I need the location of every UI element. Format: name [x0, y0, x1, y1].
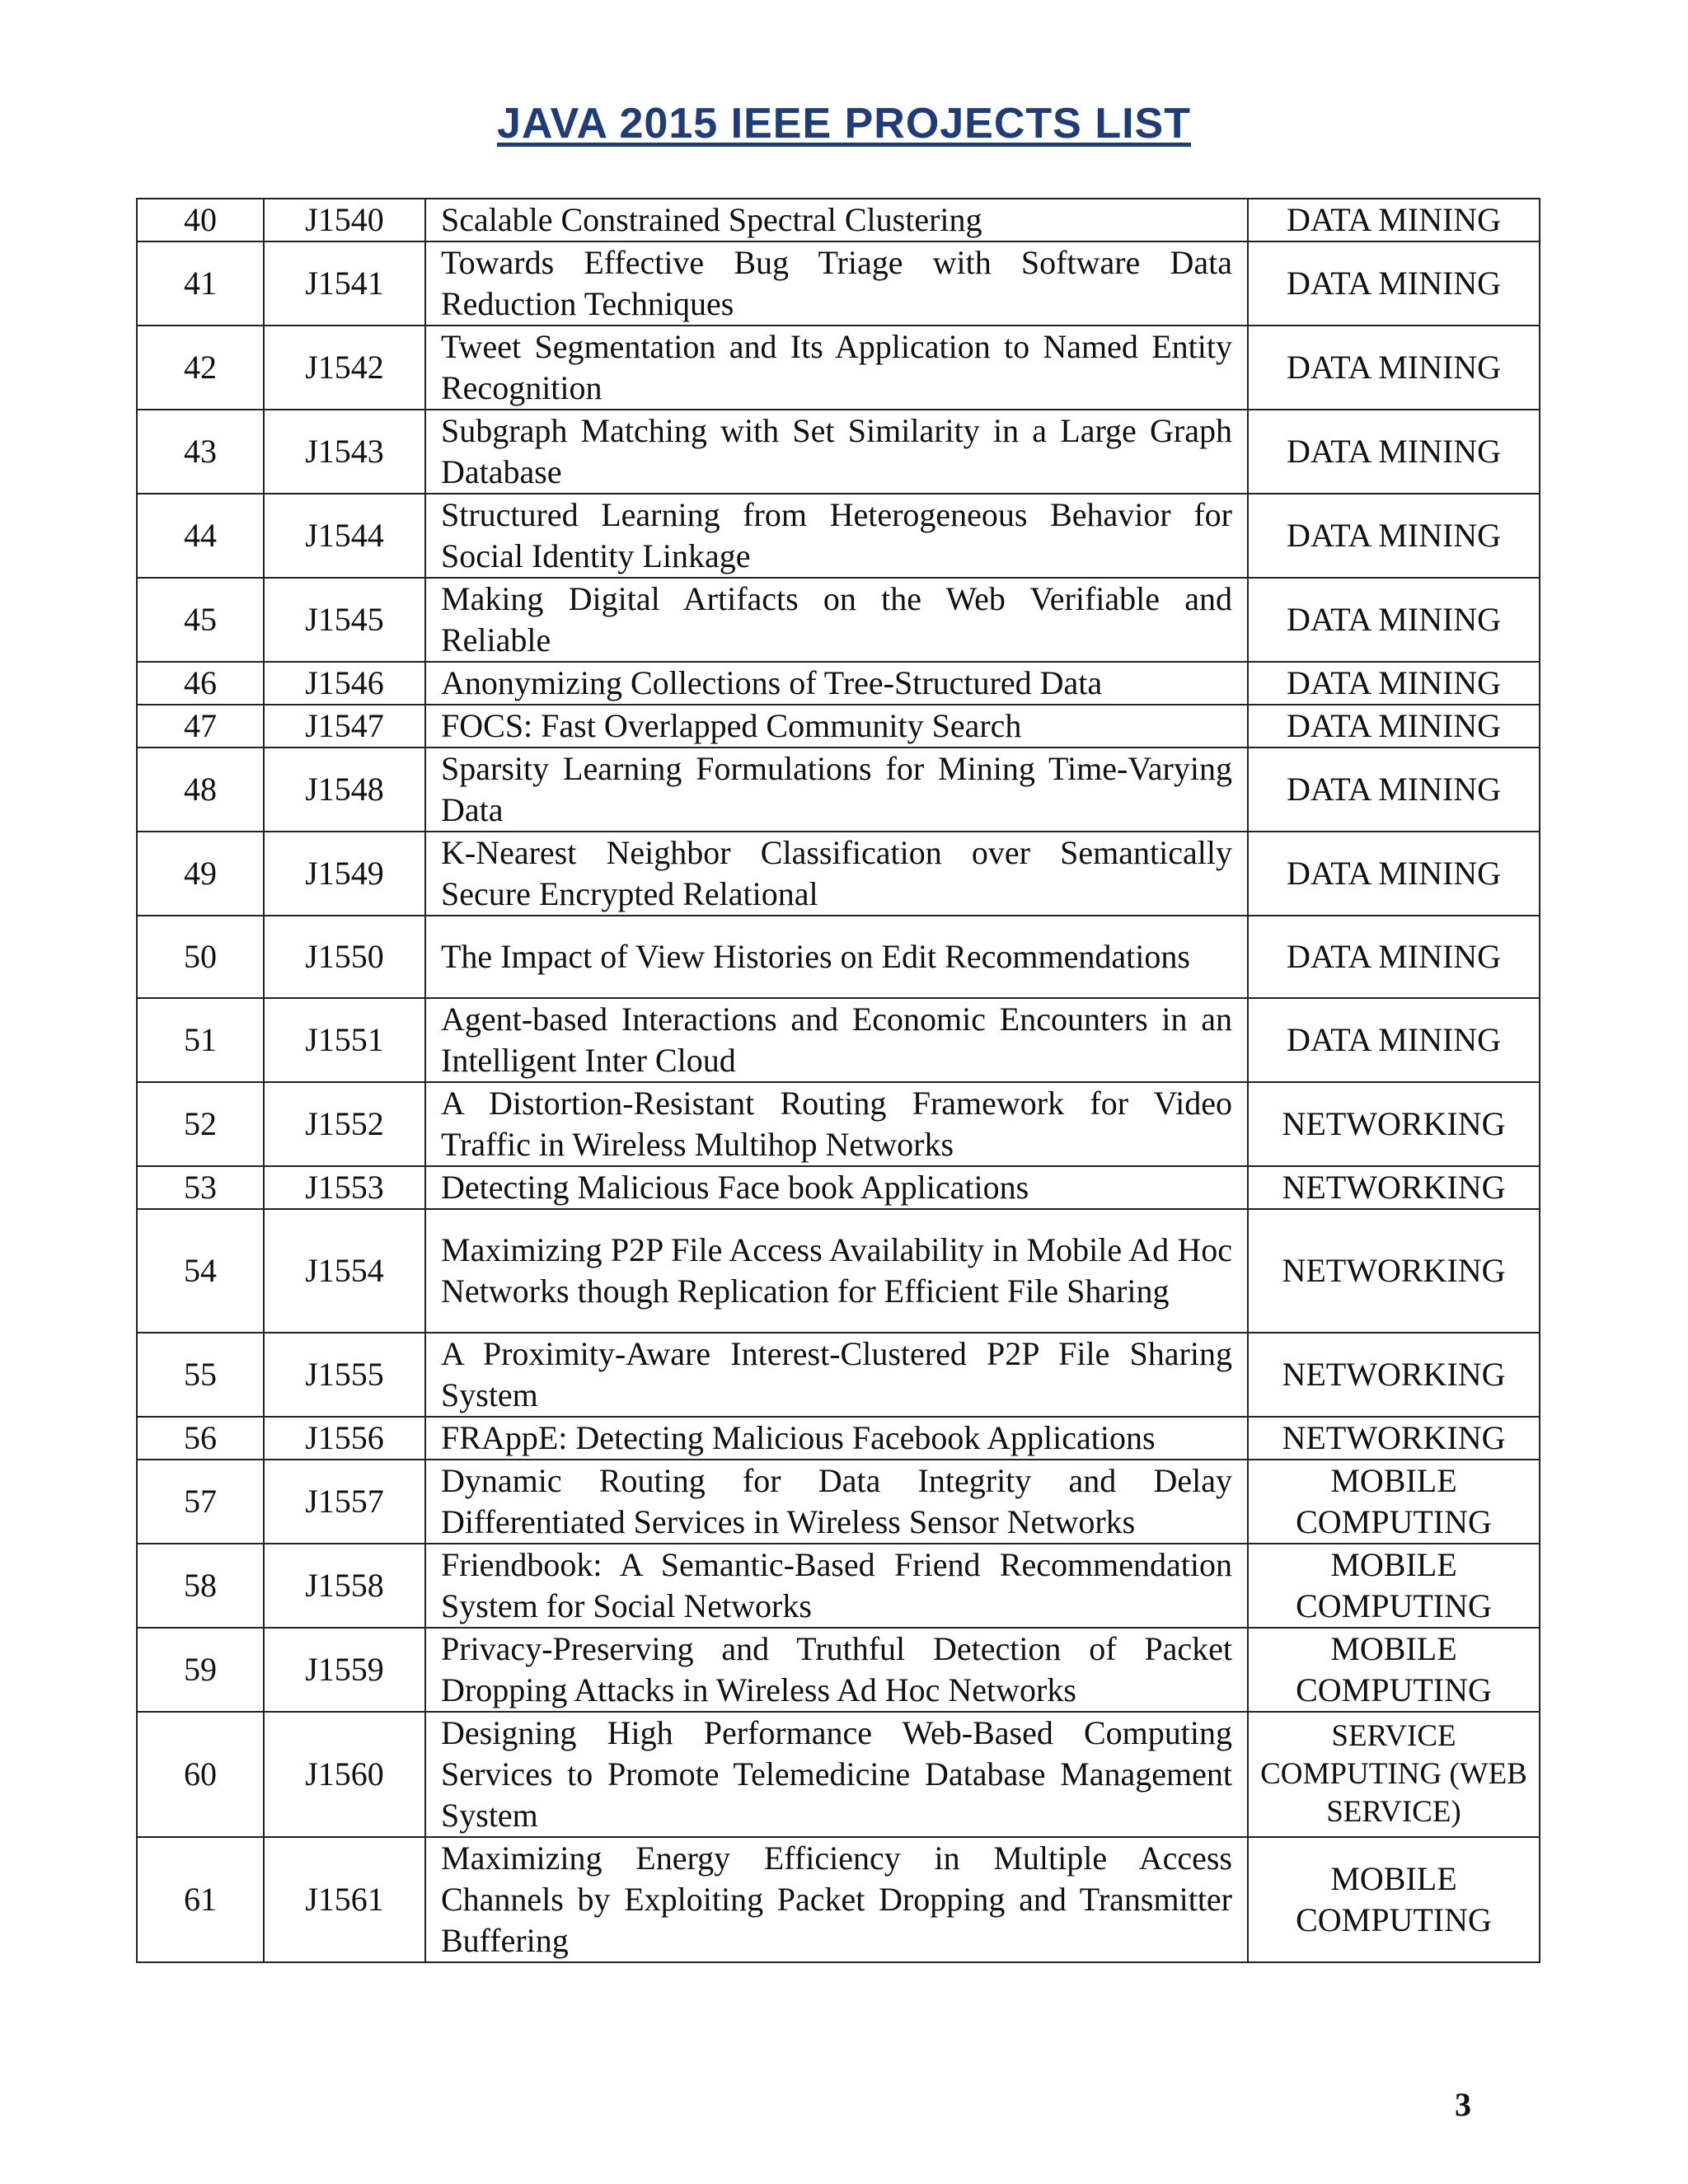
project-code: J1549	[264, 832, 425, 916]
project-code: J1556	[264, 1417, 425, 1460]
table-row	[137, 1544, 1540, 1628]
table-row	[137, 410, 1540, 494]
project-number: 55	[137, 1333, 264, 1417]
project-domain: MOBILE COMPUTING	[1248, 1544, 1540, 1628]
project-number: 50	[137, 916, 264, 998]
project-domain: MOBILE COMPUTING	[1248, 1460, 1540, 1544]
project-title-cell	[425, 705, 1248, 748]
project-title-cell	[425, 1166, 1248, 1209]
project-title: Subgraph Matching with Set Similarity in a Large Graph Database	[441, 412, 1232, 490]
project-domain: DATA MINING	[1248, 410, 1540, 494]
table-row	[137, 494, 1540, 578]
project-title: K-Nearest Neighbor Classification over Semantically Secure Encrypted Relational	[441, 834, 1232, 912]
project-title: Friendbook: A Semantic-Based Friend Recommendation System for Social Networks	[441, 1546, 1232, 1624]
table-row	[137, 1628, 1540, 1712]
project-title-cell	[425, 1082, 1248, 1166]
project-title-cell	[425, 1628, 1248, 1712]
project-code: J1554	[264, 1209, 425, 1333]
project-title-cell	[425, 662, 1248, 705]
project-number: 49	[137, 832, 264, 916]
project-title: Anonymizing Collections of Tree-Structured Data	[441, 664, 1103, 701]
project-title: Privacy-Preserving and Truthful Detection of Packet Dropping Attacks in Wireless Ad Hoc Networks	[441, 1630, 1232, 1708]
table-row	[137, 1712, 1540, 1837]
table-row	[137, 1333, 1540, 1417]
project-domain: DATA MINING	[1248, 705, 1540, 748]
project-code: J1553	[264, 1166, 425, 1209]
project-title: Towards Effective Bug Triage with Software Data Reduction Techniques	[441, 244, 1232, 322]
project-title-cell	[425, 494, 1248, 578]
project-domain: MOBILE COMPUTING	[1248, 1628, 1540, 1712]
table-row	[137, 1837, 1540, 1962]
project-title: Agent-based Interactions and Economic Encounters in an Intelligent Inter Cloud	[441, 1001, 1232, 1079]
project-title: Dynamic Routing for Data Integrity and Delay Differentiated Services in Wireless Sensor Networks	[441, 1462, 1232, 1540]
project-code: J1550	[264, 916, 425, 998]
table-row	[137, 1417, 1540, 1460]
project-code: J1558	[264, 1544, 425, 1628]
project-title: Sparsity Learning Formulations for Mining Time-Varying Data	[441, 750, 1232, 828]
project-title: Structured Learning from Heterogeneous Behavior for Social Identity Linkage	[441, 496, 1232, 574]
project-number: 47	[137, 705, 264, 748]
table-row	[137, 241, 1540, 326]
project-title-cell	[425, 199, 1248, 241]
table-row	[137, 998, 1540, 1082]
project-domain: DATA MINING	[1248, 494, 1540, 578]
project-domain: DATA MINING	[1248, 578, 1540, 662]
project-title-cell	[425, 1837, 1248, 1962]
project-title-cell	[425, 1333, 1248, 1417]
project-number: 42	[137, 326, 264, 410]
project-title: FOCS: Fast Overlapped Community Search	[441, 707, 1022, 744]
project-domain: DATA MINING	[1248, 748, 1540, 832]
table-row	[137, 748, 1540, 832]
project-title-cell	[425, 1417, 1248, 1460]
project-number: 43	[137, 410, 264, 494]
table-row	[137, 916, 1540, 998]
project-domain: SERVICE COMPUTING (WEB SERVICE)	[1248, 1712, 1540, 1837]
project-number: 53	[137, 1166, 264, 1209]
project-domain: DATA MINING	[1248, 326, 1540, 410]
project-domain: DATA MINING	[1248, 916, 1540, 998]
project-code: J1543	[264, 410, 425, 494]
project-title: A Distortion-Resistant Routing Framework for Video Traffic in Wireless Multihop Networks	[441, 1085, 1232, 1163]
project-number: 41	[137, 241, 264, 326]
project-domain: DATA MINING	[1248, 832, 1540, 916]
project-number: 54	[137, 1209, 264, 1333]
project-code: J1557	[264, 1460, 425, 1544]
project-title-cell	[425, 326, 1248, 410]
project-title-cell	[425, 998, 1248, 1082]
project-domain: DATA MINING	[1248, 998, 1540, 1082]
table-row	[137, 1082, 1540, 1166]
project-code: J1546	[264, 662, 425, 705]
project-code: J1547	[264, 705, 425, 748]
project-number: 51	[137, 998, 264, 1082]
project-title-cell	[425, 1544, 1248, 1628]
project-domain: NETWORKING	[1248, 1166, 1540, 1209]
project-code: J1544	[264, 494, 425, 578]
page-title: JAVA 2015 IEEE PROJECTS LIST	[497, 100, 1191, 148]
project-number: 59	[137, 1628, 264, 1712]
table-row	[137, 199, 1540, 241]
project-domain: NETWORKING	[1248, 1209, 1540, 1333]
project-title: Tweet Segmentation and Its Application to Named Entity Recognition	[441, 328, 1232, 406]
project-title: The Impact of View Histories on Edit Recommendations	[441, 938, 1190, 975]
projects-table	[136, 198, 1540, 1963]
project-code: J1559	[264, 1628, 425, 1712]
project-code: J1560	[264, 1712, 425, 1837]
project-code: J1548	[264, 748, 425, 832]
table-row	[137, 578, 1540, 662]
project-domain: MOBILE COMPUTING	[1248, 1837, 1540, 1962]
project-code: J1552	[264, 1082, 425, 1166]
table-row	[137, 326, 1540, 410]
project-title: Maximizing Energy Efficiency in Multiple Access Channels by Exploiting Packet Dropping and Transmitter Buffering	[441, 1840, 1232, 1959]
project-code: J1541	[264, 241, 425, 326]
project-number: 61	[137, 1837, 264, 1962]
table-row	[137, 1166, 1540, 1209]
table-row	[137, 662, 1540, 705]
project-code: J1555	[264, 1333, 425, 1417]
project-code: J1542	[264, 326, 425, 410]
project-code: J1551	[264, 998, 425, 1082]
project-title-cell	[425, 410, 1248, 494]
project-title: A Proximity-Aware Interest-Clustered P2P File Sharing System	[441, 1335, 1232, 1413]
project-number: 60	[137, 1712, 264, 1837]
project-number: 46	[137, 662, 264, 705]
project-title-cell	[425, 578, 1248, 662]
project-number: 56	[137, 1417, 264, 1460]
table-row	[137, 1209, 1540, 1333]
table-row	[137, 832, 1540, 916]
page-number: 3	[1455, 2086, 1471, 2123]
project-domain: NETWORKING	[1248, 1417, 1540, 1460]
project-number: 45	[137, 578, 264, 662]
project-code: J1545	[264, 578, 425, 662]
project-code: J1561	[264, 1837, 425, 1962]
project-title: Maximizing P2P File Access Availability in Mobile Ad Hoc Networks though Replication for Efficient File Sharing	[441, 1231, 1232, 1310]
project-title: Making Digital Artifacts on the Web Verifiable and Reliable	[441, 580, 1232, 658]
project-number: 48	[137, 748, 264, 832]
project-title-cell	[425, 832, 1248, 916]
project-domain: NETWORKING	[1248, 1082, 1540, 1166]
project-domain: DATA MINING	[1248, 241, 1540, 326]
project-number: 52	[137, 1082, 264, 1166]
table-row	[137, 705, 1540, 748]
project-domain: DATA MINING	[1248, 199, 1540, 241]
project-title: Detecting Malicious Face book Applications	[441, 1169, 1029, 1206]
project-domain: NETWORKING	[1248, 1333, 1540, 1417]
project-title-cell	[425, 1712, 1248, 1837]
project-title-cell	[425, 916, 1248, 998]
project-number: 58	[137, 1544, 264, 1628]
project-title-cell	[425, 748, 1248, 832]
project-domain: DATA MINING	[1248, 662, 1540, 705]
projects-table-body	[137, 199, 1540, 1962]
project-number: 40	[137, 199, 264, 241]
project-title: Designing High Performance Web-Based Computing Services to Promote Telemedicine Database Management System	[441, 1714, 1232, 1834]
project-title-cell	[425, 241, 1248, 326]
project-number: 57	[137, 1460, 264, 1544]
table-row	[137, 1460, 1540, 1544]
project-number: 44	[137, 494, 264, 578]
project-title-cell	[425, 1209, 1248, 1333]
project-code: J1540	[264, 199, 425, 241]
project-title: FRAppE: Detecting Malicious Facebook Applications	[441, 1419, 1156, 1456]
project-title-cell	[425, 1460, 1248, 1544]
project-title: Scalable Constrained Spectral Clustering	[441, 201, 982, 238]
